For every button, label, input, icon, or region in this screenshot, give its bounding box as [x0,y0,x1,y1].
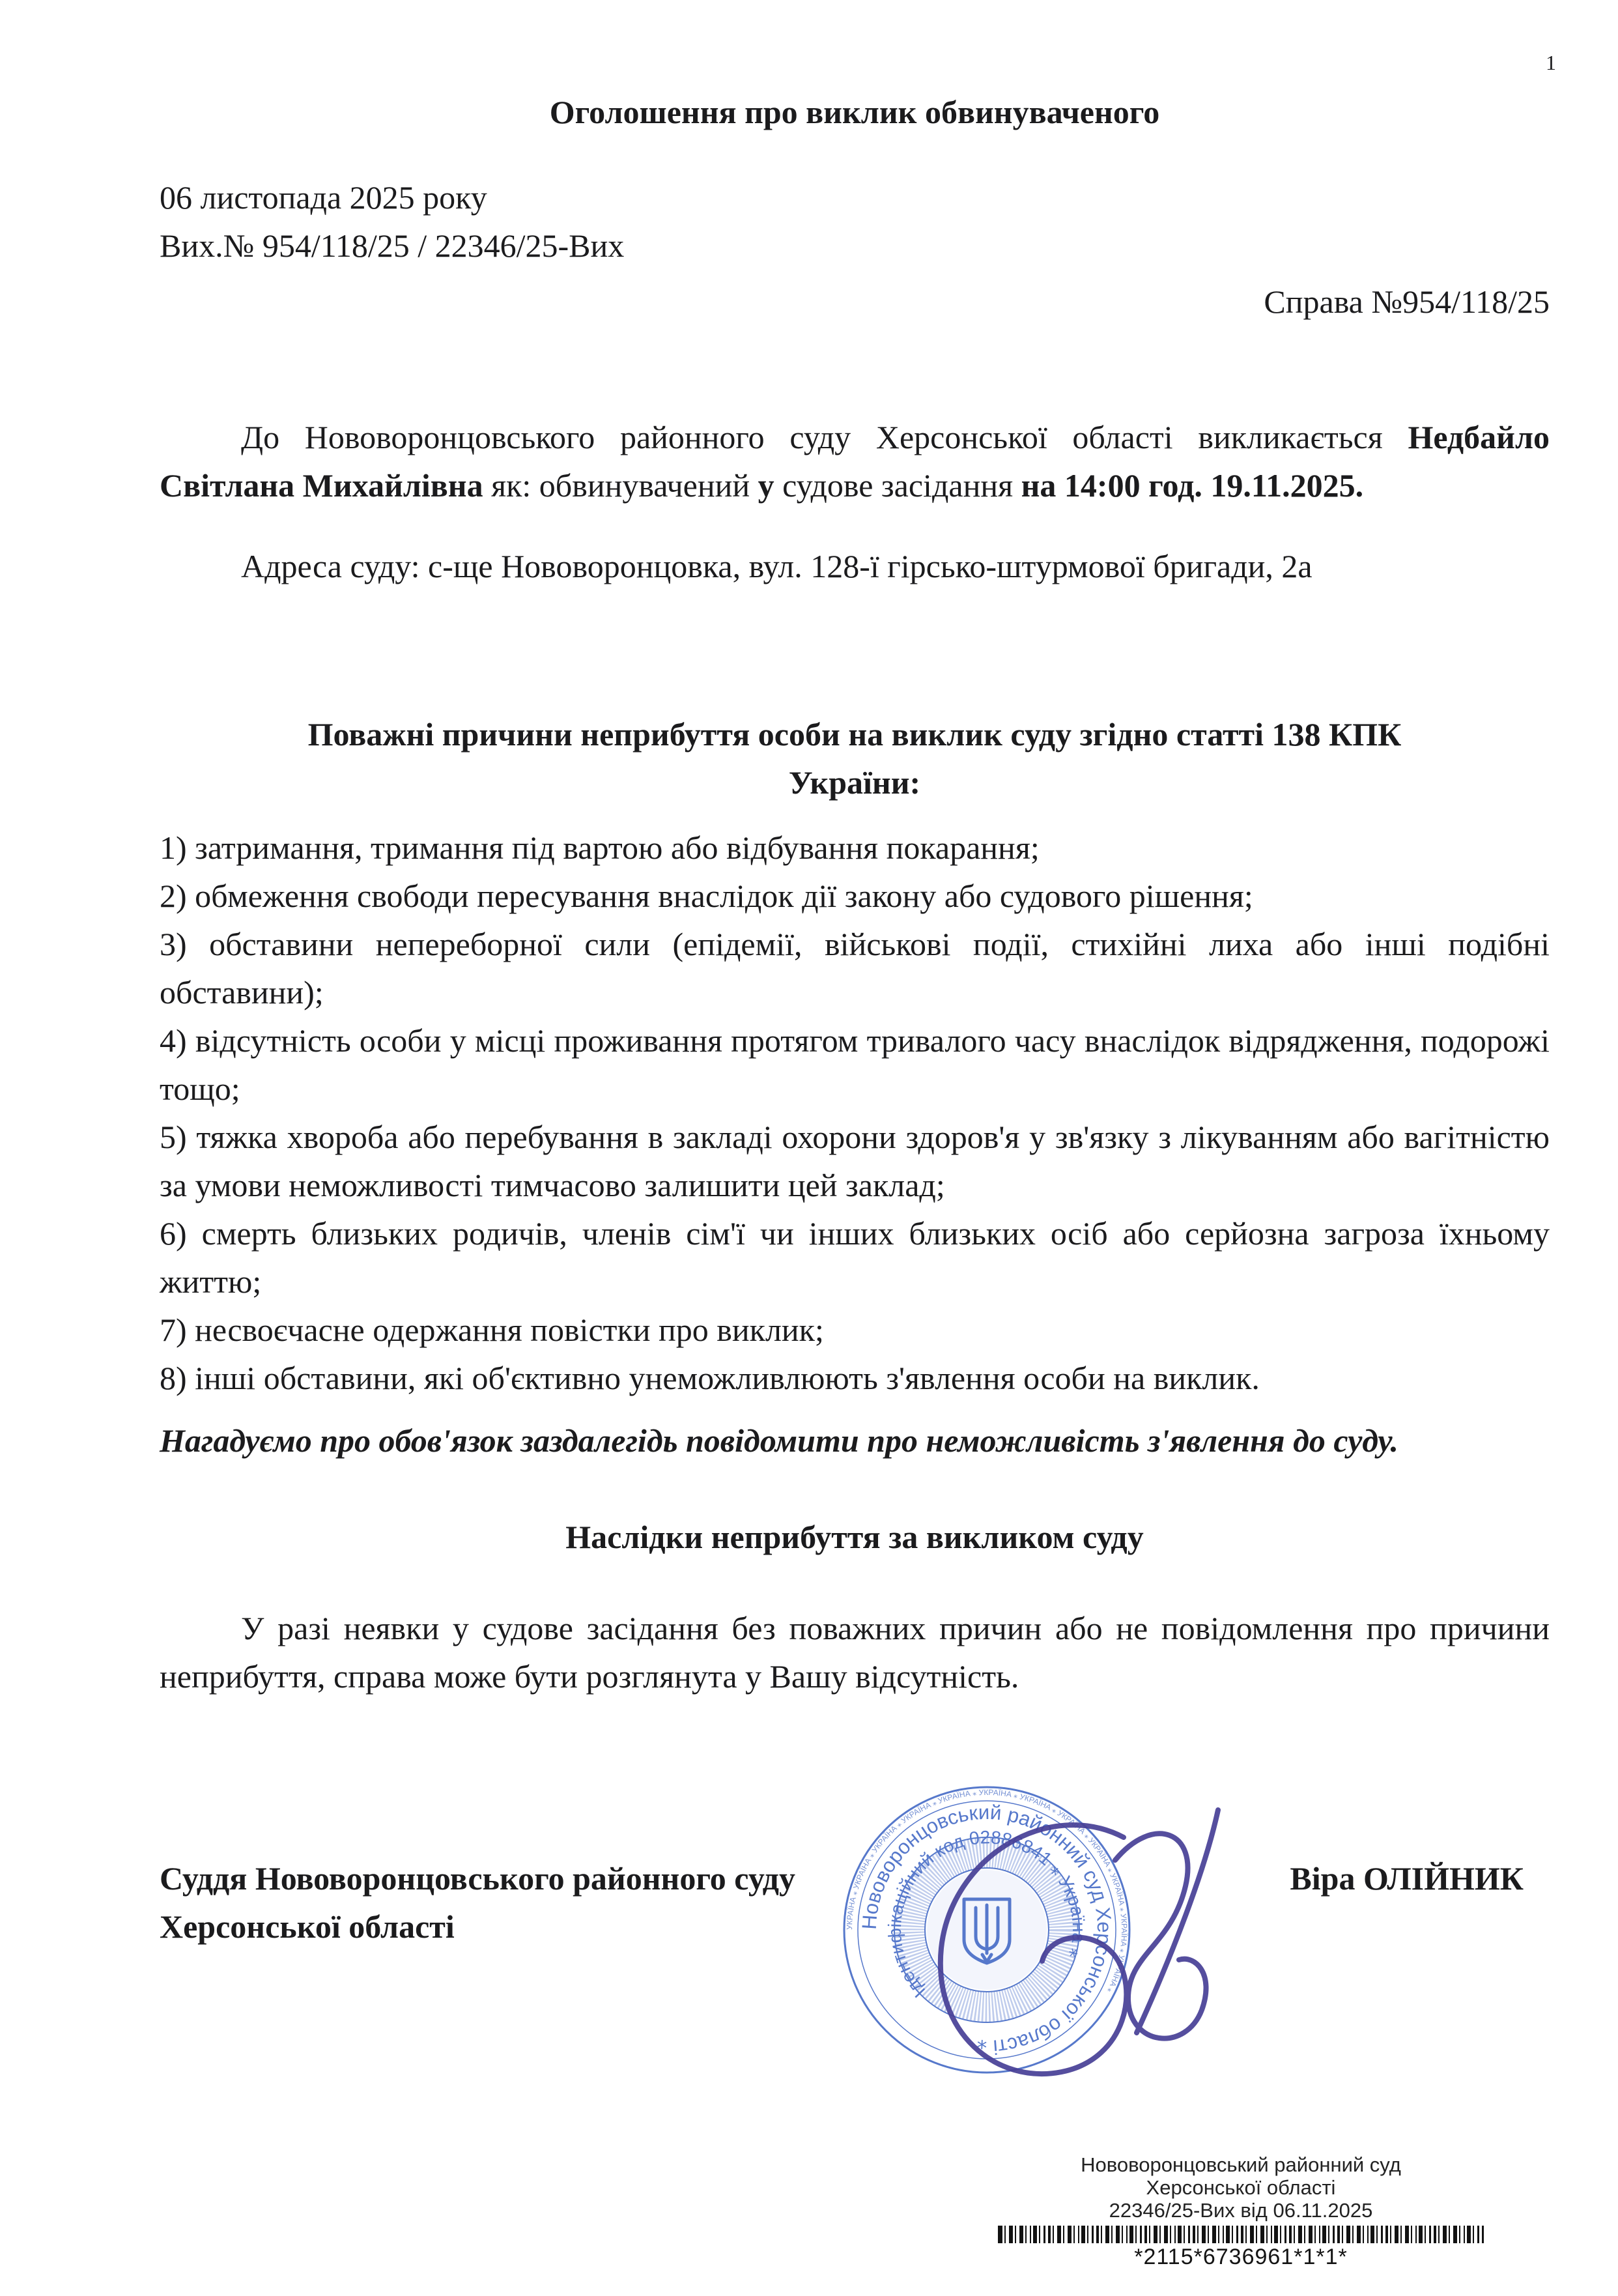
accused-name: Недбайло Світлана Михайлівна [160,419,1550,504]
stamp-and-signature [834,1759,1492,2176]
preposition: у [758,467,774,504]
reason-item-4: 4) відсутність особи у місці проживання протягом тривалого часу внаслідок відрядження, подорожі тощо; [160,1022,1550,1107]
page-number: 1 [1546,51,1556,74]
reason-item-7: 7) несвоєчасне одержання повістки про виклик; [160,1312,824,1348]
issue-date: 06 листопада 2025 року [160,179,487,216]
reminder-note: Нагадуємо про обов'язок заздалегідь повідомити про неможливість з'явлення до суду. [160,1422,1398,1459]
outgoing-number: Вих.№ 954/118/25 / 22346/25-Вих [160,227,625,264]
case-number: Справа №954/118/25 [1264,283,1550,320]
session-label: судове засідання [782,467,1014,504]
reason-item-2: 2) обмеження свободи пересування внаслідок дії закону або судового рішення; [160,878,1253,914]
consequences-paragraph: У разі неявки у судове засідання без поважних причин або не повідомлення про причини неприбуття, справа може бути розглянута у Вашу відсутність. [160,1610,1550,1695]
barcode [998,2226,1484,2243]
footer-doc-number: 22346/25-Вих від 06.11.2025 [1109,2199,1373,2222]
judge-name: Віра ОЛІЙНИК [1290,1860,1524,1897]
stamp-ring-text: Нововоронцовський районний суд Херсонської області ⁎ [857,1800,1116,2059]
summons-paragraph [160,413,1550,509]
session-datetime: на 14:00 год. 19.11.2025. [1021,467,1364,504]
stamp-micro-text: УКРАЇНА ⁎ УКРАЇНА ⁎ УКРАЇНА ⁎ УКРАЇНА ⁎ УКРАЇНА ⁎ УКРАЇНА ⁎ УКРАЇНА ⁎ УКРАЇНА ⁎ УКРАЇНА ⁎ УКРАЇНА ⁎ УКРАЇНА ⁎ УКРАЇНА ⁎ [844,1787,1129,1994]
document-meta [160,173,1550,270]
consequences-heading: Наслідки неприбуття за викликом суду [565,1519,1144,1555]
registration-footer [938,2153,1544,2269]
reason-item-6: 6) смерть близьких родичів, членів сім'ї чи інших близьких осіб або серйозна загроза їхньому життю; [160,1215,1550,1300]
stamp-inner-ring-text: Ідентифікаційний код 02886841 ⁎ Україна ⁎ [884,1827,1090,2002]
barcode-text: *2115*6736961*1*1* [1134,2245,1348,2269]
footer-court-name: Нововоронцовський районний суд [1081,2153,1401,2176]
court-stamp [844,1787,1129,2138]
reason-item-8: 8) інші обставини, які об'єктивно унеможливлюють з'явлення особи на виклик. [160,1360,1260,1396]
judge-title: Суддя Нововоронцовського районного суду Херсонської області [160,1860,795,1945]
reason-item-5: 5) тяжка хвороба або перебування в закладі охорони здоров'я у зв'язку з лікуванням або вагітністю за умови неможливості тимчасово залишити цей заклад; [160,1119,1550,1203]
accused-role: як: обвинувачений [491,467,750,504]
reasons-heading: Поважні причини неприбуття особи на виклик суду згідно статті 138 КПК України: [307,716,1402,801]
summons-intro: До Нововоронцовського районного суду Херсонської області викликається [241,419,1383,455]
reason-item-1: 1) затримання, тримання під вартою або відбування покарання; [160,829,1040,866]
court-address: Адреса суду: с-ще Нововоронцовка, вул. 128-ї гірсько-штурмової бригади, 2а [241,548,1313,584]
document-title: Оголошення про виклик обвинуваченого [549,94,1160,130]
reason-item-3: 3) обставини непереборної сили (епідемії, військові події, стихійні лиха або інші подібні обставини); [160,926,1550,1011]
footer-court-region: Херсонської області [1146,2176,1336,2199]
reasons-list [160,824,1550,1402]
